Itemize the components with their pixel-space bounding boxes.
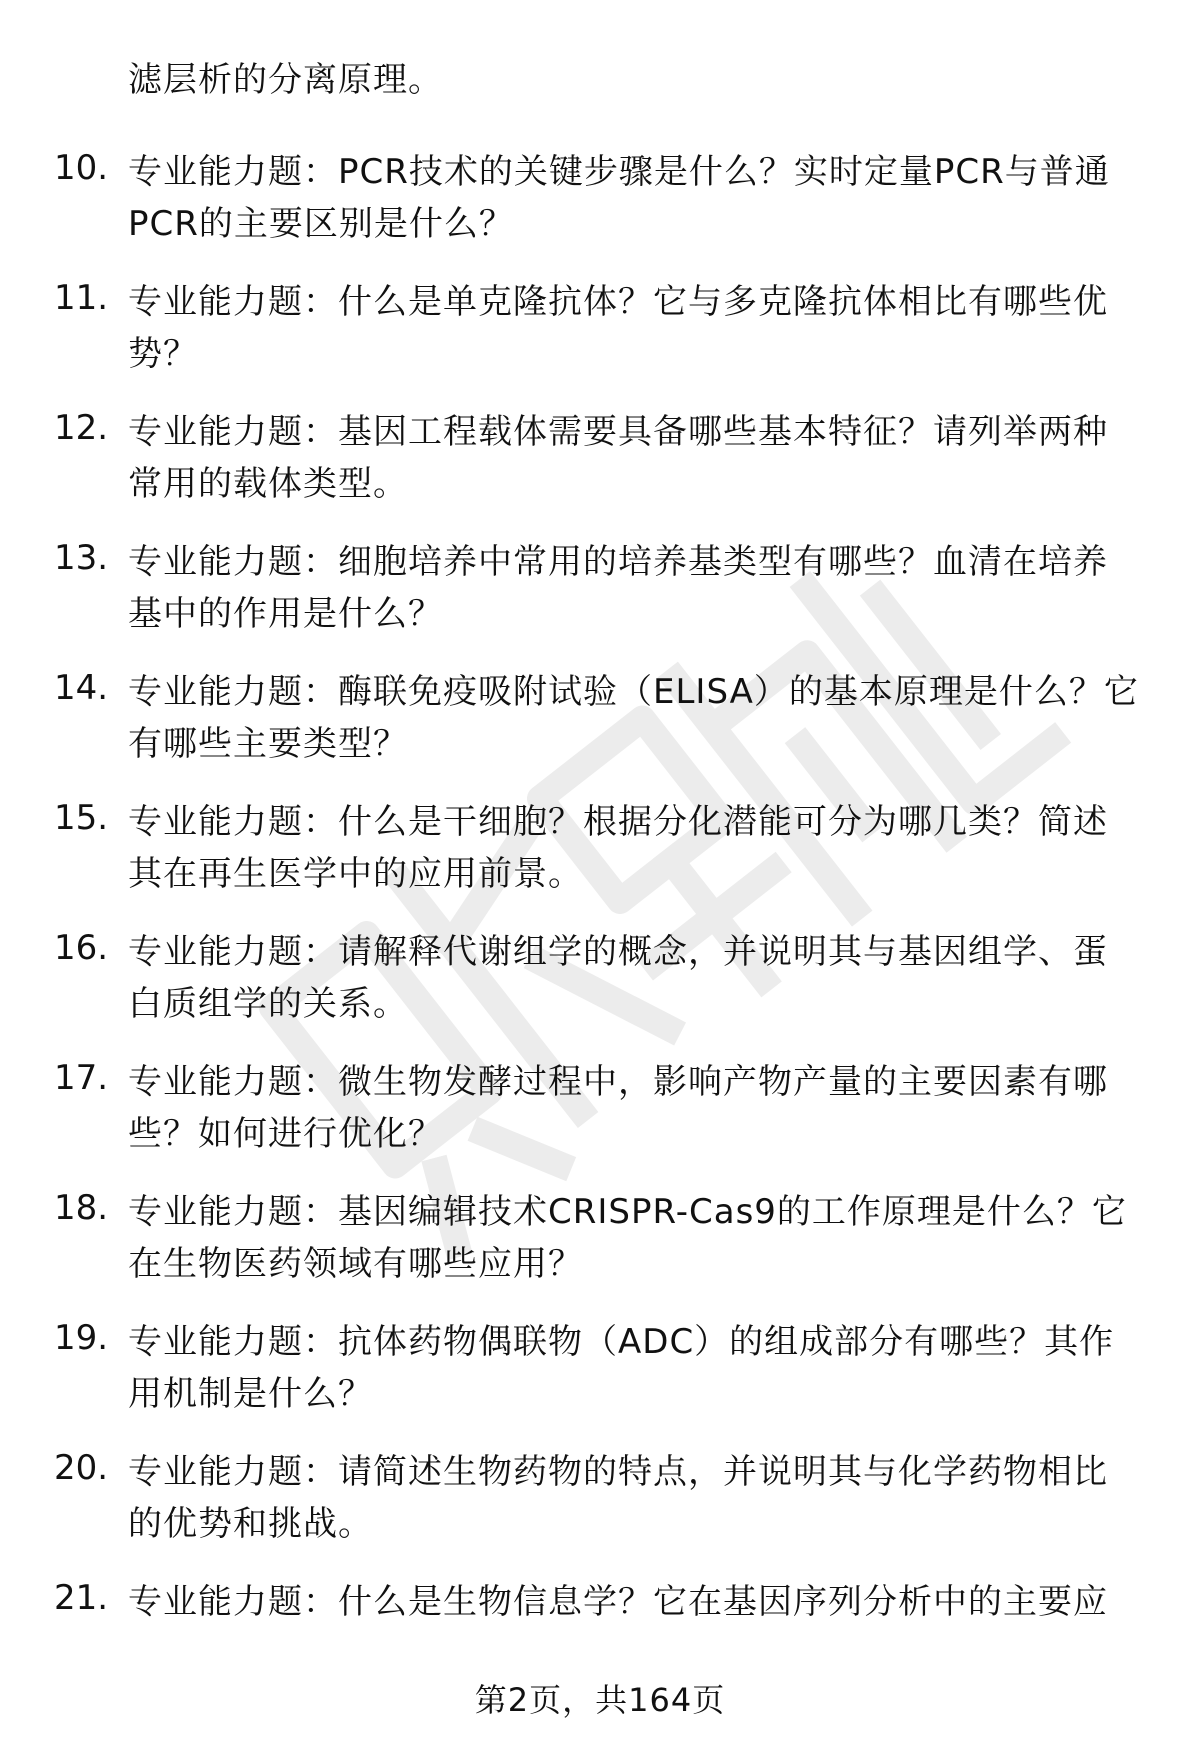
list-item (0, 276, 1200, 406)
question-text: 专业能力题：基因编辑技术CRISPR-Cas9的工作原理是什么？它在生物医药领域有哪些应用？ (128, 1192, 1127, 1284)
question-number: 16. (54, 928, 109, 968)
question-text: 专业能力题：请简述生物药物的特点，并说明其与化学药物相比的优势和挑战。 (128, 1452, 1108, 1544)
question-text: 专业能力题：请解释代谢组学的概念，并说明其与基因组学、蛋白质组学的关系。 (128, 932, 1108, 1024)
question-number: 18. (54, 1188, 109, 1228)
question-list (0, 146, 1200, 1706)
question-text: 专业能力题：酶联免疫吸附试验（ELISA）的基本原理是什么？它有哪些主要类型？ (128, 672, 1139, 764)
list-item (0, 1056, 1200, 1186)
question-number: 13. (54, 538, 109, 578)
page-footer: 第2页，共164页 (474, 1681, 726, 1719)
question-number: 14. (54, 668, 109, 708)
list-item (0, 146, 1200, 276)
question-text: 专业能力题：什么是生物信息学？它在基因序列分析中的主要应 (128, 1582, 1108, 1622)
list-item (0, 926, 1200, 1056)
list-item (0, 536, 1200, 666)
question-text: 专业能力题：抗体药物偶联物（ADC）的组成部分有哪些？其作用机制是什么？ (128, 1322, 1115, 1414)
list-item (0, 1186, 1200, 1316)
list-item (0, 406, 1200, 536)
continuation-text: 滤层析的分离原理。 (128, 60, 443, 100)
question-text: 专业能力题：基因工程载体需要具备哪些基本特征？请列举两种常用的载体类型。 (128, 412, 1108, 504)
question-number: 17. (54, 1058, 109, 1098)
question-text: 专业能力题：微生物发酵过程中，影响产物产量的主要因素有哪些？如何进行优化？ (128, 1062, 1108, 1154)
question-text: 专业能力题：PCR技术的关键步骤是什么？实时定量PCR与普通PCR的主要区别是什么？ (128, 152, 1110, 244)
question-number: 19. (54, 1318, 109, 1358)
question-number: 21. (54, 1578, 109, 1618)
question-text: 专业能力题：什么是单克隆抗体？它与多克隆抗体相比有哪些优势？ (128, 282, 1108, 374)
question-number: 10. (54, 148, 109, 188)
list-item (0, 1446, 1200, 1576)
list-item (0, 1316, 1200, 1446)
question-number: 11. (54, 278, 109, 318)
list-item (0, 666, 1200, 796)
list-item (0, 796, 1200, 926)
question-number: 15. (54, 798, 109, 838)
question-text: 专业能力题：细胞培养中常用的培养基类型有哪些？血清在培养基中的作用是什么？ (128, 542, 1108, 634)
question-number: 20. (54, 1448, 109, 1488)
question-text: 专业能力题：什么是干细胞？根据分化潜能可分为哪几类？简述其在再生医学中的应用前景。 (128, 802, 1108, 894)
question-number: 12. (54, 408, 109, 448)
